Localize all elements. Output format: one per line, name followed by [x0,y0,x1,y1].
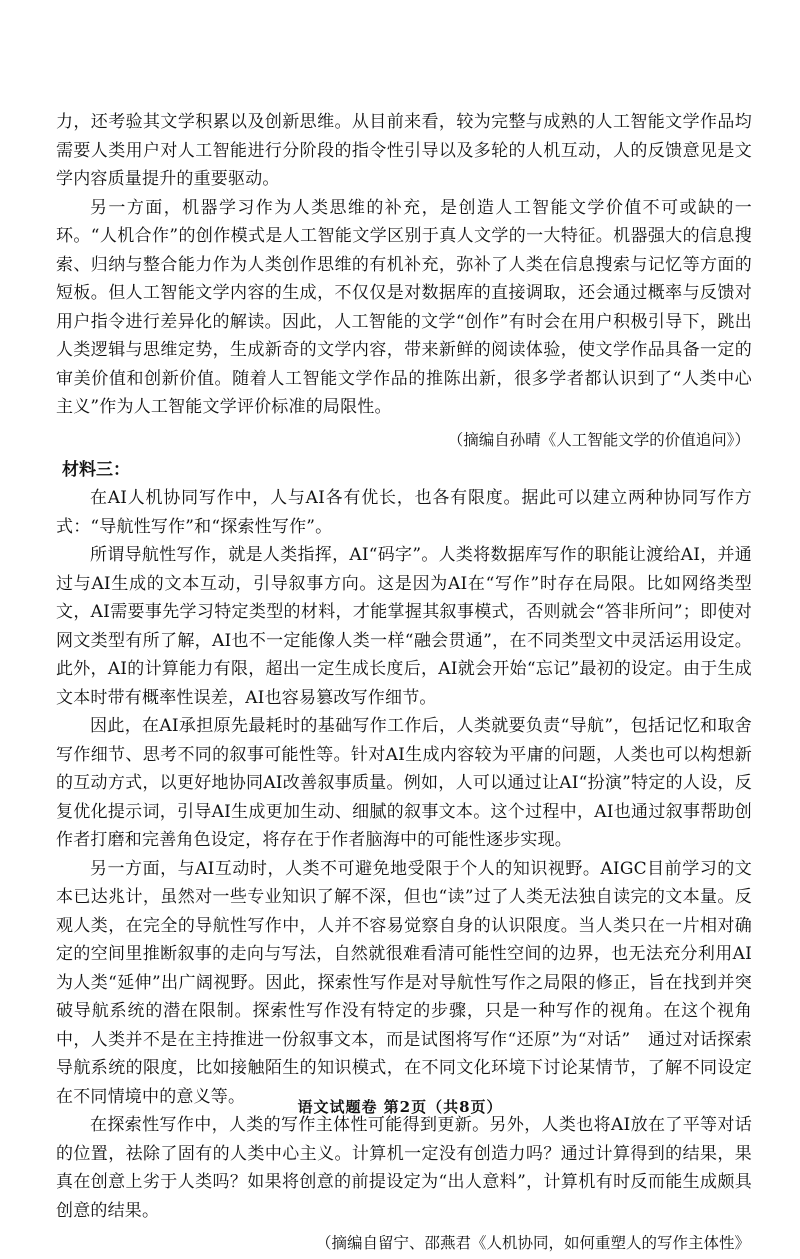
paragraph-continuation: 力，还考验其文学积累以及创新思维。从目前来看，较为完整与成熟的人工智能文学作品均需要人类用户对人工智能进行分阶段的指令性引导以及多轮的人机互动，人的反馈意见是文学内容质量提升的重要驱动。 [56,112,752,189]
paragraph-navigation-role: 因此，在AI承担原先最耗时的基础写作工作后，人类就要负责“导航”，包括记忆和取舍写作细节、思考不同的叙事可能性等。针对AI生成内容较为平庸的问题，人类也可以构想新的互动方式，以更好地协同AI改善叙事质量。例如，人可以通过让AI“扮演”特定的人设，反复优化提示词，引导AI生成更加生动、细腻的叙事文本。这个过程中，AI也通过叙事帮助创作者打磨和完善角色设定，将存在于作者脑海中的可能性逐步实现。 [56,716,752,850]
document-body [56,108,752,1259]
paragraph-exploratory-writing: 另一方面，与AI互动时，人类不可避免地受限于个人的知识视野。AIGC目前学习的文本已达兆计，虽然对一些专业知识了解不深，但也“读”过了人类无法独自读完的文本量。反观人类，在完全的导航性写作中，人并不容易觉察自身的认识限度。当人类只在一片相对确定的空间里推断叙事的走向与写法，自然就很难看清可能性空间的边界，也无法充分利用AI为人类“延伸”出广阔视野。因此，探索性写作是对导航性写作之局限的修正，旨在找到并突破导航系统的潜在限制。探索性写作没有特定的步骤，只是一种写作的视角。在这个视角中，人类并不是在主持推进一份叙事文本，而是试图将写作“还原”为“对话” 通过对话探索导航系统的限度，比如接触陌生的知识模式，在不同文化环境下讨论某情节，了解不同设定在不同情境中的意义等。 [56,858,752,1107]
material-three-heading: 材料三： [62,459,130,480]
source-citation-1: （摘编自孙晴《人工智能文学的价值追问》） [447,430,750,449]
paragraph-machine-learning: 另一方面，机器学习作为人类思维的补充，是创造人工智能文学价值不可或缺的一环。“人机合作”的创作模式是人工智能文学区别于真人文学的一大特征。机器强大的信息搜索、归纳与整合能力作为人类创作思维的有机补充，弥补了人类在信息搜索与记忆等方面的短板。但人工智能文学内容的生成，不仅仅是对数据库的直接调取，还会通过概率与反馈对用户指令进行差异化的解读。因此，人工智能的文学“创作”有时会在用户积极引导下，跳出人类逻辑与思维定势，生成新奇的文学内容，带来新鲜的阅读体验，使文学作品具备一定的审美价值和创新价值。随着人工智能文学作品的推陈出新，很多学者都认识到了“人类中心主义”作为人工智能文学评价标准的局限性。 [56,197,752,417]
source-citation-2: （摘编自留宁、邵燕君《人机协同，如何重塑人的写作主体性》 [315,1234,750,1252]
paragraph-intro: 在AI人机协同写作中，人与AI各有优长，也各有限度。据此可以建立两种协同写作方式：“导航性写作”和“探索性写作”。 [56,488,752,537]
page-footer: 语文试题卷 第2页（共8页） [297,1098,503,1116]
paragraph-writing-subjectivity: 在探索性写作中，人类的写作主体性可能得到更新。另外，人类也将AI放在了平等对话的位置，祛除了固有的人类中心主义。计算机一定没有创造力吗？通过计算得到的结果，果真在创意上劣于人类吗？如果将创意的前提设定为“出人意料”，计算机有时反而能生成颇具创意的结果。 [56,1115,752,1221]
paragraph-navigational-writing: 所谓导航性写作，就是人类指挥，AI“码字”。人类将数据库写作的职能让渡给AI，并通过与AI生成的文本互动，引导叙事方向。这是因为AI在“写作”时存在局限。比如网络类型文，AI需要事先学习特定类型的材料，才能掌握其叙事模式，否则就会“答非所问”；即使对网文类型有所了解，AI也不一定能像人类一样“融会贯通”，在不同类型文中灵活运用设定。此外，AI的计算能力有限，超出一定生成长度后，AI就会开始“忘记”最初的设定。由于生成文本时带有概率性误差，AI也容易篡改写作细节。 [56,545,752,708]
